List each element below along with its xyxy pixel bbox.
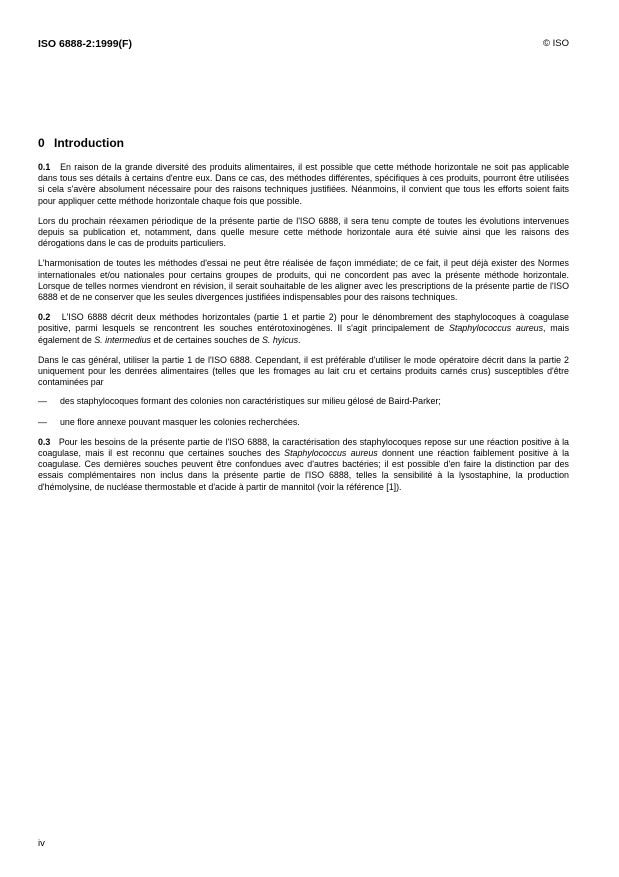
document-id: ISO 6888-2:1999(F) xyxy=(38,38,132,50)
section-title: Introduction xyxy=(54,136,124,150)
paragraph-number: 0.3 xyxy=(38,436,51,447)
paragraph-number: 0.1 xyxy=(38,162,51,172)
list-item-text: une flore annexe pouvant masquer les colonies recherchées. xyxy=(60,416,300,427)
list-item xyxy=(38,396,569,407)
paragraph-revision: Lors du prochain réexamen périodique de la présente partie de l'ISO 6888, il sera tenu compte de toutes les évolutions intervenues depuis sa publication et, notamment, dans quelle mesure cette méthode horizontale aura été suivie ainsi que les raisons des dérogations dans le cas de produits particuliers. xyxy=(38,215,569,249)
section-heading xyxy=(38,136,124,150)
paragraph-text: donnent une réaction faiblement positive à la coagulase. Ces dernières souches peuvent être confondues avec d'autres bactéries; il est possible d'en faire la distinction par des essais complémentaires non inclus dans la présente partie de l'ISO 6888, telles la sensibilité à la lysostaphine, la production d'hémolysine, de nucléase thermostable et d'acide à partir de mannitol (voir la référence [1]). xyxy=(38,448,570,492)
paragraph-general-case: Dans le cas général, utiliser la partie 1 de l'ISO 6888. Cependant, il est préférable d'utiliser le mode opératoire décrit dans la partie 2 uniquement pour les denrées alimentaires (telles que les fromages au lait cru et certains produits carnés crus) susceptibles d'être contaminées par xyxy=(38,354,569,388)
list-item xyxy=(38,417,569,428)
paragraph-text: Pour les besoins de la présente partie de l'ISO 6888, la caractérisation des staphylocoques repose sur une réaction positive à la coagulase, mais il est reconnu que certaines souches des xyxy=(38,436,569,459)
document-body xyxy=(38,162,569,502)
dash-marker: — xyxy=(38,416,47,427)
page-number: iv xyxy=(38,838,45,849)
species-name: S. intermedius xyxy=(94,334,151,345)
paragraph-0-2 xyxy=(38,312,569,346)
paragraph-0-3 xyxy=(38,437,569,493)
paragraph-number: 0.2 xyxy=(38,312,51,323)
paragraph-text: , mais également de xyxy=(38,323,570,345)
species-name: Staphylococcus aureus xyxy=(448,323,544,334)
species-name: Staphylococcus aureus xyxy=(284,448,378,459)
section-number: 0 xyxy=(38,136,45,150)
list-item-text: des staphylocoques formant des colonies non caractéristiques sur milieu gélosé de Baird-Parker; xyxy=(60,396,441,407)
paragraph-text: . xyxy=(298,334,301,345)
paragraph-text: En raison de la grande diversité des produits alimentaires, il est possible que cette méthode horizontale ne soit pas applicable dans tous ses détails à certains d'entre eux. Dans ce cas, des méthodes différentes, spécifiques à ces produits, pourront être utilisées si cela s'avère absolument nécessaire pour des raisons techniques justifiées. Néanmoins, il convient que tous les efforts soient faits pour appliquer cette méthode horizontale chaque fois que possible. xyxy=(38,162,569,206)
copyright-notice: © ISO xyxy=(542,38,569,49)
paragraph-0-1 xyxy=(38,162,569,207)
paragraph-harmonisation: L'harmonisation de toutes les méthodes d'essai ne peut être réalisée de façon immédiate; de ce fait, il peut déjà exister des Normes internationales et/ou nationales pour certains groupes de produits, qui ne concordent pas avec la présente méthode horizontale. Lorsque de telles normes viendront en révision, il serait souhaitable de les aligner avec les prescriptions de la présente partie de l'ISO 6888 et de ne conserver que les seules divergences justifiées indispensables pour des raisons techniques. xyxy=(38,258,569,303)
paragraph-text: et de certaines souches de xyxy=(150,334,262,345)
dash-marker: — xyxy=(38,396,47,407)
species-name: S. hyicus xyxy=(262,334,299,345)
paragraph-text: L'ISO 6888 décrit deux méthodes horizontales (partie 1 et partie 2) pour le dénombrement des staphylocoques à coagulase positive, parmi lesquels se rencontrent les souches entérotoxinogènes. Il s'agit principalement de xyxy=(38,312,569,334)
